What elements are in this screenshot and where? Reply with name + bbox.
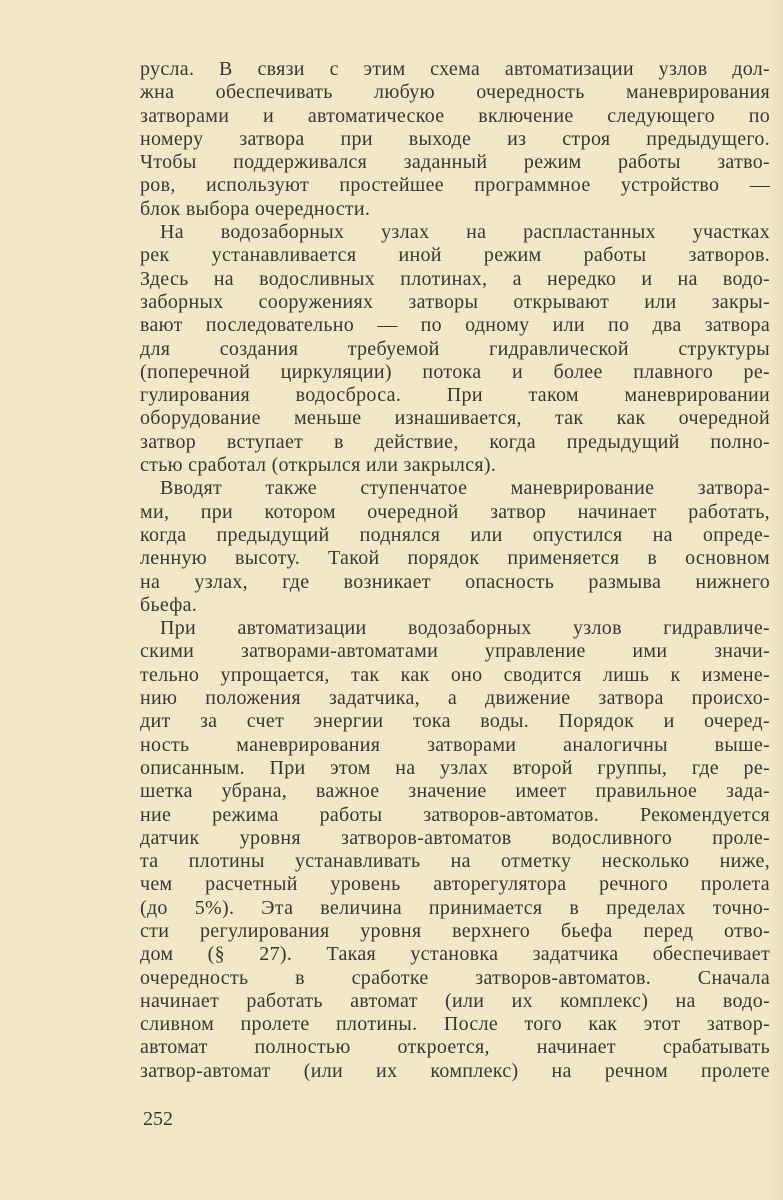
text-line: чем расчетный уровень авторегулятора речного пролета (140, 873, 770, 896)
text-line: бьефа. (140, 593, 198, 616)
text-line: русла. В связи с этим схема автоматизации узлов дол- (140, 58, 770, 80)
text-line: когда предыдущий поднялся или опустился на опреде- (140, 523, 770, 546)
text-line: автомат полностью откроется, начинает срабатывать (140, 1036, 770, 1059)
text-line: блок выбора очередности. (140, 197, 371, 220)
text-line: гулирования водосброса. При таком маневрировании (140, 384, 770, 407)
text-line: Вводят также ступенчатое маневрирование затвора- (160, 477, 770, 500)
text-line: жна обеспечивать любую очередность маневрирования (140, 81, 770, 104)
text-line: сливном пролете плотины. После того как этот затвор- (140, 1013, 770, 1036)
text-line: дом (§ 27). Такая установка задатчика обеспечивает (140, 943, 770, 966)
text-line: датчик уровня затворов-автоматов водосливного проле- (140, 826, 770, 849)
text-line: затвор-автомат (или их комплекс) на речном пролете (140, 1059, 770, 1082)
text-line: та плотины устанавливать на отметку несколько ниже, (140, 850, 770, 873)
text-line: При автоматизации водозаборных узлов гидравличе- (160, 617, 770, 640)
page-edge-shadow (769, 0, 783, 1200)
text-line: ние режима работы затворов-автоматов. Рекомендуется (140, 803, 770, 826)
text-line: затворами и автоматическое включение следующего по (140, 104, 770, 127)
text-line: рек устанавливается иной режим работы затворов. (140, 244, 770, 267)
text-line: дит за счет энергии тока воды. Порядок и очеред- (140, 710, 770, 733)
text-line: очередность в сработке затворов-автоматов. Сначала (140, 966, 770, 989)
paragraph (140, 58, 770, 221)
text-line: для создания требуемой гидравлической структуры (140, 337, 770, 360)
page-number: 252 (143, 1108, 173, 1130)
book-page-body (140, 58, 770, 1083)
text-line: описанным. При этом на узлах второй группы, где ре- (140, 756, 770, 779)
text-line: заборных сооружениях затворы открывают или закры- (140, 290, 770, 313)
text-line: на узлах, где возникает опасность размыва нижнего (140, 570, 770, 593)
text-line: оборудование меньше изнашивается, так как очередной (140, 407, 770, 430)
text-line: ми, при котором очередной затвор начинает работать, (140, 500, 770, 523)
text-line: Чтобы поддерживался заданный режим работы затво- (140, 151, 770, 174)
text-line: (до 5%). Эта величина принимается в пределах точно- (140, 896, 770, 919)
text-line: Здесь на водосливных плотинах, а нередко и на водо- (140, 267, 770, 290)
text-line: затвор вступает в действие, когда предыдущий полно- (140, 430, 770, 453)
paragraph (140, 221, 770, 477)
paragraph (140, 477, 770, 617)
text-line: номеру затвора при выходе из строя предыдущего. (140, 127, 770, 150)
text-line: ленную высоту. Такой порядок применяется в основном (140, 547, 770, 570)
text-line: нию положения задатчика, а движение затвора происхо- (140, 687, 770, 710)
text-line: ров, используют простейшее программное устройство — (140, 174, 770, 197)
text-line: ность маневрирования затворами аналогичны выше- (140, 733, 770, 756)
text-line: На водозаборных узлах на распластанных участках (160, 221, 770, 244)
text-line: сти регулирования уровня верхнего бьефа перед отво- (140, 919, 770, 942)
paragraph (140, 617, 770, 1083)
text-line: вают последовательно — по одному или по два затвора (140, 314, 770, 337)
text-line: (поперечной циркуляции) потока и более плавного ре- (140, 360, 770, 383)
text-line: шетка убрана, важное значение имеет правильное зада- (140, 780, 770, 803)
text-line: тельно упрощается, так как оно сводится лишь к измене- (140, 663, 770, 686)
text-line: стью сработал (открылся или закрылся). (140, 454, 497, 477)
text-line: скими затворами-автоматами управление ими значи- (140, 640, 770, 663)
text-line: начинает работать автомат (или их комплекс) на водо- (140, 989, 770, 1012)
